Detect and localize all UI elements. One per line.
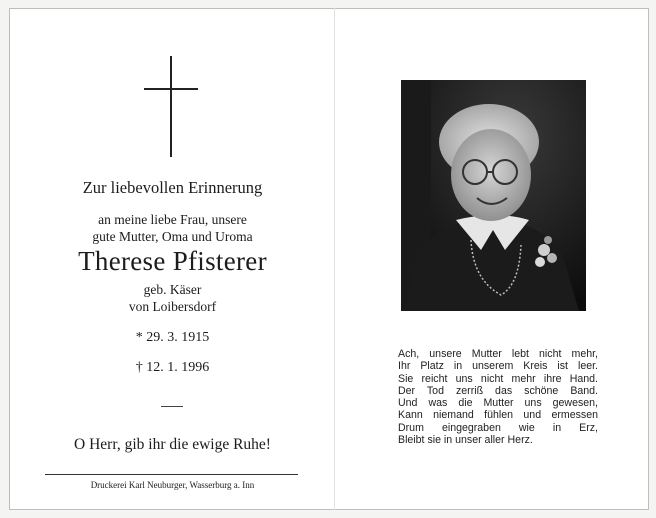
maiden-name-origin bbox=[45, 281, 300, 315]
maiden-name: geb. Käser bbox=[143, 282, 202, 297]
cross-icon bbox=[170, 56, 172, 157]
divider bbox=[161, 406, 183, 407]
poem bbox=[398, 348, 598, 446]
footer-rule bbox=[45, 474, 298, 475]
poem-line: Der Tod zerriß das schöne Band. bbox=[398, 384, 598, 397]
dedication-line: an meine liebe Frau, unsere bbox=[98, 212, 247, 227]
poem-line: Bleibt sie in unser aller Herz. bbox=[398, 434, 533, 447]
remembrance-heading: Zur liebevollen Erinnerung bbox=[82, 178, 263, 197]
death-date: † 12. 1. 1996 bbox=[135, 360, 210, 375]
dedication-text bbox=[45, 211, 300, 245]
cross-icon-bar bbox=[144, 88, 198, 90]
portrait-photo bbox=[401, 80, 586, 311]
poem-line: Ach, unsere Mutter lebt nicht mehr, bbox=[398, 348, 598, 360]
birth-date: * 29. 3. 1915 bbox=[135, 330, 210, 345]
poem-line: Sie reicht uns nicht mehr ihre Hand. bbox=[398, 372, 598, 385]
portrait-photo-graphic bbox=[401, 80, 586, 311]
origin: von Loibersdorf bbox=[128, 299, 217, 314]
dedication-line: gute Mutter, Oma und Uroma bbox=[92, 229, 253, 244]
card-fold bbox=[334, 8, 335, 510]
prayer-text: O Herr, gib ihr die ewige Ruhe! bbox=[74, 436, 271, 453]
poem-line: Ihr Platz in unserem Kreis ist leer. bbox=[398, 360, 598, 373]
poem-line: Kann niemand fühlen und ermessen bbox=[398, 409, 598, 422]
poem-line: Und was die Mutter uns gewesen, bbox=[398, 397, 598, 410]
printer-credit: Druckerei Karl Neuburger, Wasserburg a. Inn bbox=[90, 480, 255, 490]
poem-line: Drum eingegraben wie in Erz, bbox=[398, 421, 598, 434]
deceased-name: Therese Pfisterer bbox=[78, 246, 267, 276]
